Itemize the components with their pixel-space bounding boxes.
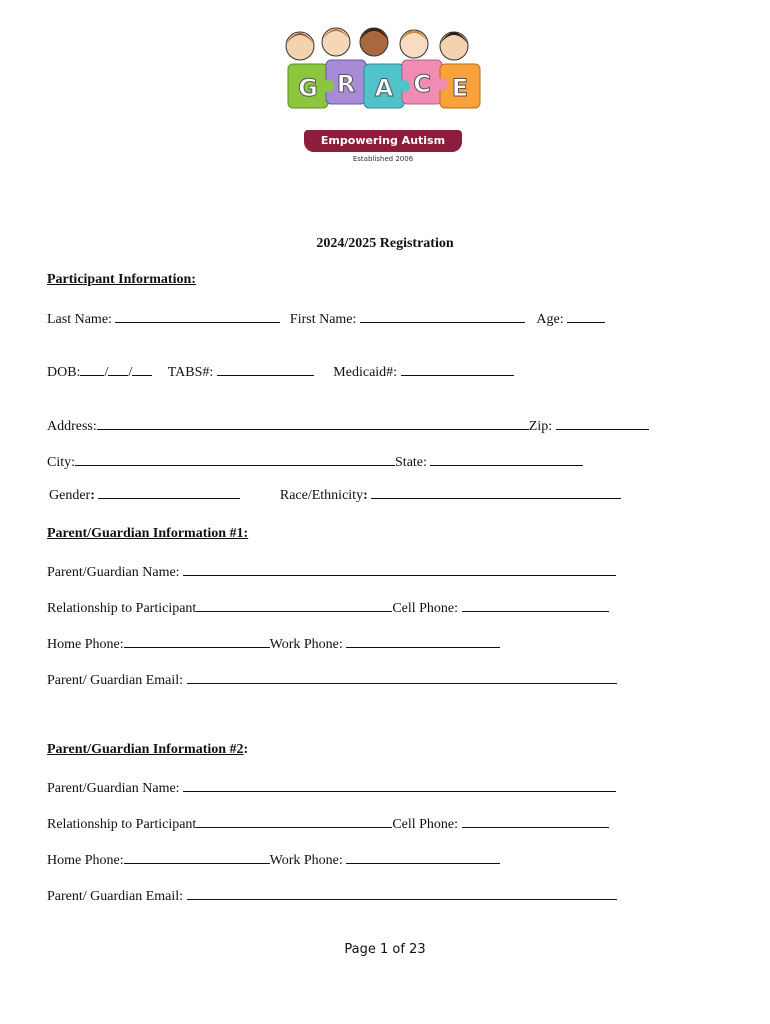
race-label: Race/Ethnicity <box>279 488 364 503</box>
guardian1-relationship-field[interactable] <box>196 598 392 612</box>
guardian2-home-label: Home Phone: <box>47 853 124 868</box>
document-title: 2024/2025 Registration <box>316 236 454 251</box>
first-name-label: First Name: <box>289 312 357 327</box>
dob-label: DOB: <box>47 365 81 380</box>
zip-label: Zip: <box>528 419 553 434</box>
first-name-field[interactable] <box>360 309 525 323</box>
logo-established: Established 2006 <box>352 155 414 163</box>
tabs-field[interactable] <box>217 362 314 376</box>
guardian1-relationship-label: Relationship to Participant <box>47 601 197 616</box>
race-colon: : <box>363 488 368 503</box>
age-label: Age: <box>536 312 564 327</box>
guardian2-name-label: Parent/Guardian Name: <box>47 781 180 796</box>
guardian2-heading-text: Parent/Guardian Information #2 <box>47 742 244 757</box>
gender-label: Gender <box>49 488 91 503</box>
address-field[interactable] <box>97 416 529 430</box>
guardian1-home-field[interactable] <box>124 634 270 648</box>
guardian2-work-field[interactable] <box>346 850 500 864</box>
guardian2-work-label: Work Phone: <box>269 853 343 868</box>
guardian1-email-label: Parent/ Guardian Email: <box>47 673 184 688</box>
logo-letter-a: A <box>374 74 394 102</box>
city-label: City: <box>47 455 76 470</box>
guardian2-heading <box>47 742 248 758</box>
state-label: State: <box>395 455 427 470</box>
dob-day-field[interactable] <box>108 362 128 376</box>
guardian2-relationship-field[interactable] <box>196 814 392 828</box>
dob-separator: / <box>104 365 109 380</box>
gender-field[interactable] <box>98 485 240 499</box>
guardian1-name-label: Parent/Guardian Name: <box>47 565 180 580</box>
guardian2-name-row <box>47 778 616 797</box>
guardian1-email-field[interactable] <box>187 670 617 684</box>
logo-letter-e: E <box>451 74 469 102</box>
guardian1-name-field[interactable] <box>183 562 616 576</box>
city-field[interactable] <box>75 452 395 466</box>
grace-logo-graphic <box>268 18 498 130</box>
guardian2-heading-colon: : <box>243 742 249 757</box>
guardian1-work-label: Work Phone: <box>269 637 343 652</box>
age-field[interactable] <box>567 309 605 323</box>
guardian2-email-label: Parent/ Guardian Email: <box>47 889 184 904</box>
last-name-label: Last Name: <box>47 312 112 327</box>
guardian2-cell-label: Cell Phone: <box>392 817 459 832</box>
gender-colon: : <box>90 488 95 503</box>
state-field[interactable] <box>430 452 583 466</box>
guardian2-phone-row <box>47 850 500 869</box>
guardian2-email-row <box>47 886 617 905</box>
address-row <box>47 416 649 435</box>
logo-letter-g: G <box>298 74 318 102</box>
grace-logo <box>268 18 498 163</box>
city-state-row <box>47 452 583 471</box>
guardian1-work-field[interactable] <box>346 634 500 648</box>
guardian1-cell-field[interactable] <box>462 598 609 612</box>
guardian2-relationship-label: Relationship to Participant <box>47 817 197 832</box>
guardian2-home-field[interactable] <box>124 850 270 864</box>
children-illustration <box>286 28 468 60</box>
guardian1-name-row <box>47 562 616 581</box>
zip-field[interactable] <box>556 416 649 430</box>
address-label: Address: <box>47 419 97 434</box>
logo-letter-r: R <box>336 70 356 98</box>
gender-row <box>49 485 621 504</box>
logo-letter-c: C <box>413 70 431 98</box>
tabs-label: TABS#: <box>167 365 214 380</box>
guardian1-relationship-row <box>47 598 609 617</box>
participant-name-row <box>47 309 605 328</box>
guardian1-email-row <box>47 670 617 689</box>
participant-heading: Participant Information: <box>47 272 196 287</box>
dob-month-field[interactable] <box>80 362 104 376</box>
logo-tagline: Empowering Autism <box>304 130 462 152</box>
dob-row <box>47 362 514 381</box>
race-field[interactable] <box>371 485 621 499</box>
guardian2-name-field[interactable] <box>183 778 616 792</box>
guardian1-phone-row <box>47 634 500 653</box>
guardian1-heading: Parent/Guardian Information #1: <box>47 526 249 541</box>
dob-year-field[interactable] <box>132 362 152 376</box>
dob-separator: / <box>128 365 133 380</box>
guardian2-cell-field[interactable] <box>462 814 609 828</box>
last-name-field[interactable] <box>115 309 280 323</box>
guardian1-home-label: Home Phone: <box>47 637 124 652</box>
page-number: Page 1 of 23 <box>344 942 426 957</box>
medicaid-field[interactable] <box>401 362 514 376</box>
guardian1-cell-label: Cell Phone: <box>392 601 459 616</box>
guardian2-email-field[interactable] <box>187 886 617 900</box>
guardian2-relationship-row <box>47 814 609 833</box>
medicaid-label: Medicaid#: <box>333 365 398 380</box>
